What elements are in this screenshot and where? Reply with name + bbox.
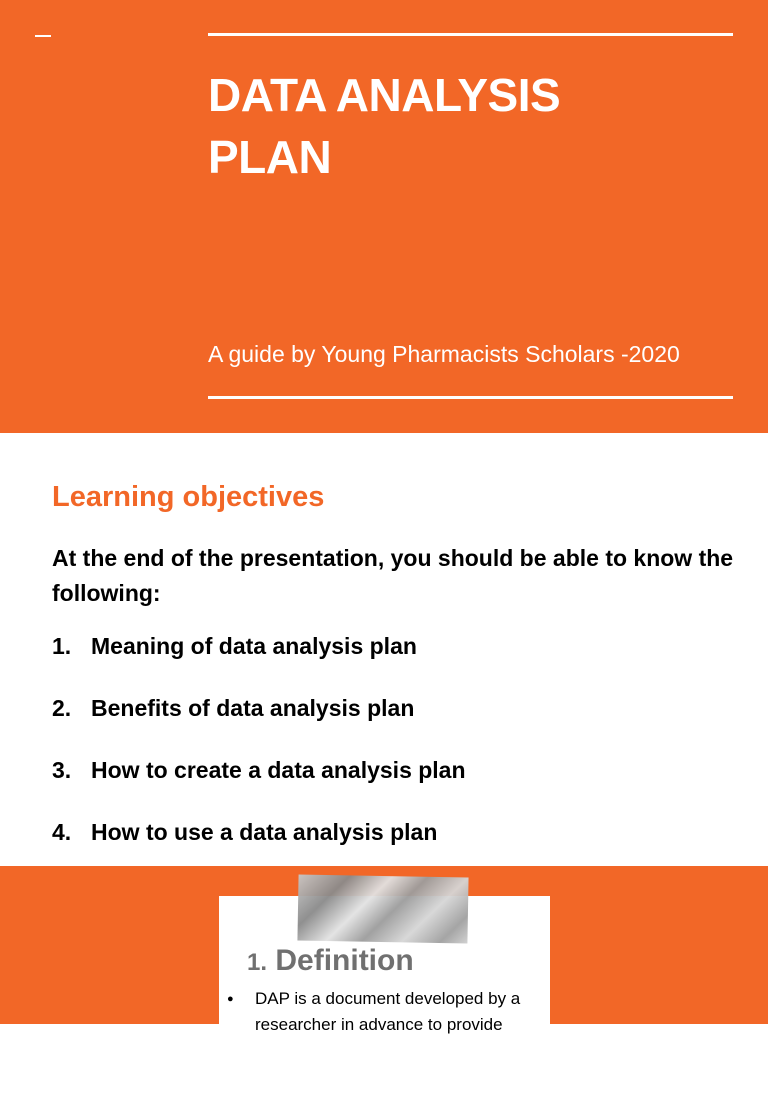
objectives-slide bbox=[0, 433, 768, 866]
list-item bbox=[52, 753, 466, 815]
list-item bbox=[52, 629, 466, 691]
item-number: 3. bbox=[52, 757, 72, 783]
definition-heading bbox=[247, 944, 414, 978]
item-text: Benefits of data analysis plan bbox=[91, 695, 415, 721]
item-number: 2. bbox=[52, 695, 72, 721]
top-rule bbox=[208, 33, 733, 36]
title-line-1: DATA ANALYSIS bbox=[208, 69, 561, 121]
bottom-rule bbox=[208, 396, 733, 399]
bullet-item: ● DAP is a document developed by a researcher in advance to provide bbox=[227, 986, 542, 1038]
definition-bullets bbox=[227, 986, 542, 1038]
definition-title: Definition bbox=[275, 944, 414, 977]
objectives-intro: At the end of the presentation, you should be able to know the following: bbox=[52, 545, 734, 606]
objectives-heading: Learning objectives bbox=[52, 481, 325, 513]
presentation-subtitle: A guide by Young Pharmacists Scholars -2020 bbox=[208, 341, 680, 367]
title-line-2: PLAN bbox=[208, 131, 332, 183]
title-slide bbox=[0, 0, 768, 433]
item-number: 1. bbox=[52, 633, 72, 659]
tape-image bbox=[297, 875, 468, 944]
item-text: How to use a data analysis plan bbox=[91, 819, 438, 845]
objectives-list bbox=[52, 629, 466, 877]
item-text: Meaning of data analysis plan bbox=[91, 633, 417, 659]
list-item bbox=[52, 691, 466, 753]
item-number: 4. bbox=[52, 819, 72, 845]
presentation-title bbox=[208, 64, 728, 188]
item-text: How to create a data analysis plan bbox=[91, 757, 466, 783]
definition-number: 1. bbox=[247, 949, 268, 976]
slide-marker bbox=[35, 35, 51, 37]
definition-slide bbox=[0, 866, 768, 1034]
